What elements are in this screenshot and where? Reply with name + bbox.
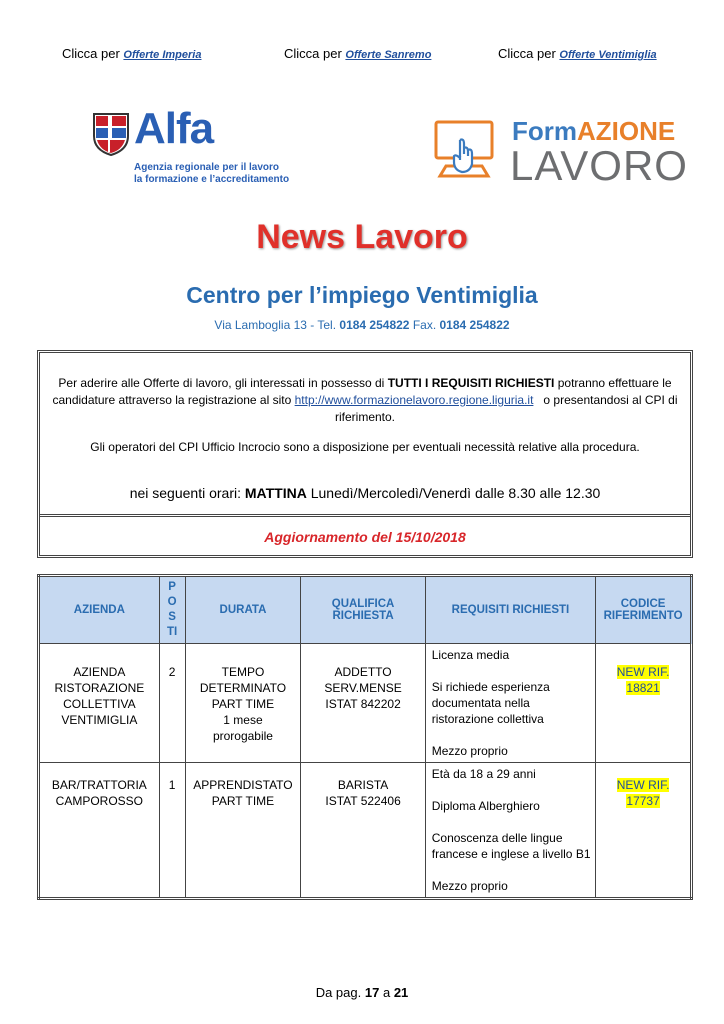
job-offers-table [37,574,693,900]
azienda-line: CAMPOROSSO [55,794,144,808]
codice-number: 17737 [626,794,660,808]
table-row [39,644,692,763]
cell-durata [185,763,301,899]
top-link-prefix: Clicca per [62,46,120,61]
computer-hand-icon [432,120,496,182]
top-link-sanremo [284,46,431,61]
info-requirements-emphasis: TUTTI I REQUISITI RICHIESTI [387,376,555,390]
info-paragraph-2: Gli operatori del CPI Ufficio Incrocio sono a disposizione per eventuali necessità relative alla procedura. [90,440,640,454]
qualifica-line: SERV.MENSE [324,681,402,695]
cell-codice [596,763,692,899]
alfa-logo [92,104,290,190]
phone-number: 0184 254822 [339,318,410,332]
formazione-lavoro-site-link[interactable]: http://www.formazionelavoro.regione.liguria.it [294,393,534,407]
top-link-ventimiglia [498,46,657,61]
qualifica-line: ADDETTO [334,665,392,679]
hours-days: Lunedì/Mercoledì/Venerdì dalle 8.30 alle 12.30 [310,485,601,501]
header-requisiti: REQUISITI RICHIESTI [425,576,595,644]
page-separator: a [382,985,391,1000]
azienda-line: RISTORAZIONE [54,681,145,695]
info-paragraph-1 [48,375,682,426]
top-link-imperia [62,46,201,61]
info-text: potranno effettuare le candidature attraverso la registrazione al sito [52,376,672,407]
hours-mattina: MATTINA [244,485,307,501]
logo-lavoro-text: LAVORO [510,142,688,189]
cell-requisiti [425,763,595,899]
update-date: Aggiornamento del 15/10/2018 [264,529,466,545]
durata-line: PART TIME [211,697,275,711]
hours-prefix: nei seguenti orari: [129,485,241,501]
requisito-line: Mezzo proprio [431,744,508,758]
header-qualifica: QUALIFICA RICHIESTA [301,576,425,644]
durata-line: PART TIME [211,794,275,808]
codice-new-rif: NEW RIF. [616,778,670,792]
qualifica-line: BARISTA [337,778,389,792]
page-current: 17 [364,985,380,1000]
cell-posti: 1 [159,763,185,899]
header-codice: CODICE RIFERIMENTO [596,576,692,644]
logo-form-text: Form [512,116,577,146]
cell-azienda [39,644,160,763]
cell-durata [185,644,301,763]
offerte-imperia-link[interactable]: Offerte Imperia [123,49,202,61]
center-address [0,318,724,332]
header-durata: DURATA [185,576,301,644]
page-number [0,985,724,1000]
requisito-line: documentata nella [431,696,530,710]
alfa-logo-subtitle-1: Agenzia regionale per il lavoro [134,162,280,173]
fax-number: 0184 254822 [439,318,510,332]
durata-line: TEMPO [221,665,265,679]
requisito-line: Conoscenza delle lingue [431,831,563,845]
azienda-line: VENTIMIGLIA [61,713,138,727]
info-box [37,350,693,558]
fax-label: Fax. [412,318,437,332]
address-text: Via Lamboglia 13 - Tel. [214,318,337,332]
alfa-logo-subtitle-2: la formazione e l’accreditamento [134,174,290,185]
cell-codice [596,644,692,763]
codice-new-rif: NEW RIF. [616,665,670,679]
cell-requisiti [425,644,595,763]
info-opening-hours [48,485,682,502]
requisito-line: Licenza media [431,648,510,662]
azienda-line: AZIENDA [73,665,126,679]
requisito-line: Si richiede esperienza [431,680,550,694]
requisito-line: Età da 18 a 29 anni [431,767,536,781]
cell-posti: 2 [159,644,185,763]
offerte-ventimiglia-link[interactable]: Offerte Ventimiglia [559,49,657,61]
logo-azione-text: AZIONE [577,116,676,146]
info-text: Per aderire alle Offerte di lavoro, gli interessati in possesso di [58,376,385,390]
liguria-shield-icon [92,112,130,156]
azienda-line: BAR/TRATTORIA [51,778,147,792]
header-posti: P O S TI [159,576,185,644]
offerte-sanremo-link[interactable]: Offerte Sanremo [345,49,432,61]
header-azienda: AZIENDA [39,576,160,644]
requisito-line: Mezzo proprio [431,879,508,893]
cell-qualifica [301,644,425,763]
page-title: News Lavoro [256,218,468,256]
top-link-prefix: Clicca per [284,46,342,61]
table-row [39,763,692,899]
qualifica-line: ISTAT 522406 [325,794,401,808]
durata-line: DETERMINATO [199,681,287,695]
page-prefix: Da pag. [315,985,362,1000]
page-total: 21 [393,985,409,1000]
durata-line: prorogabile [212,729,273,743]
formazione-lavoro-logo [430,112,690,194]
requisito-line: francese e inglese a livello B1 [431,847,591,861]
qualifica-line: ISTAT 842202 [325,697,401,711]
cell-qualifica [301,763,425,899]
center-name: Centro per l’impiego Ventimiglia [186,282,538,308]
info-text: o presentandosi al CPI di riferimento. [334,393,678,424]
top-links [0,46,724,66]
durata-line: APPRENDISTATO [193,778,293,792]
alfa-logo-word: Alfa [134,104,214,153]
info-box-main [40,353,690,517]
top-link-prefix: Clicca per [498,46,556,61]
azienda-line: COLLETTIVA [63,697,136,711]
requisito-line: ristorazione collettiva [431,712,544,726]
durata-line: 1 mese [223,713,263,727]
requisito-line: Diploma Alberghiero [431,799,540,813]
cell-azienda [39,763,160,899]
table-header-row [39,576,692,644]
codice-number: 18821 [626,681,660,695]
